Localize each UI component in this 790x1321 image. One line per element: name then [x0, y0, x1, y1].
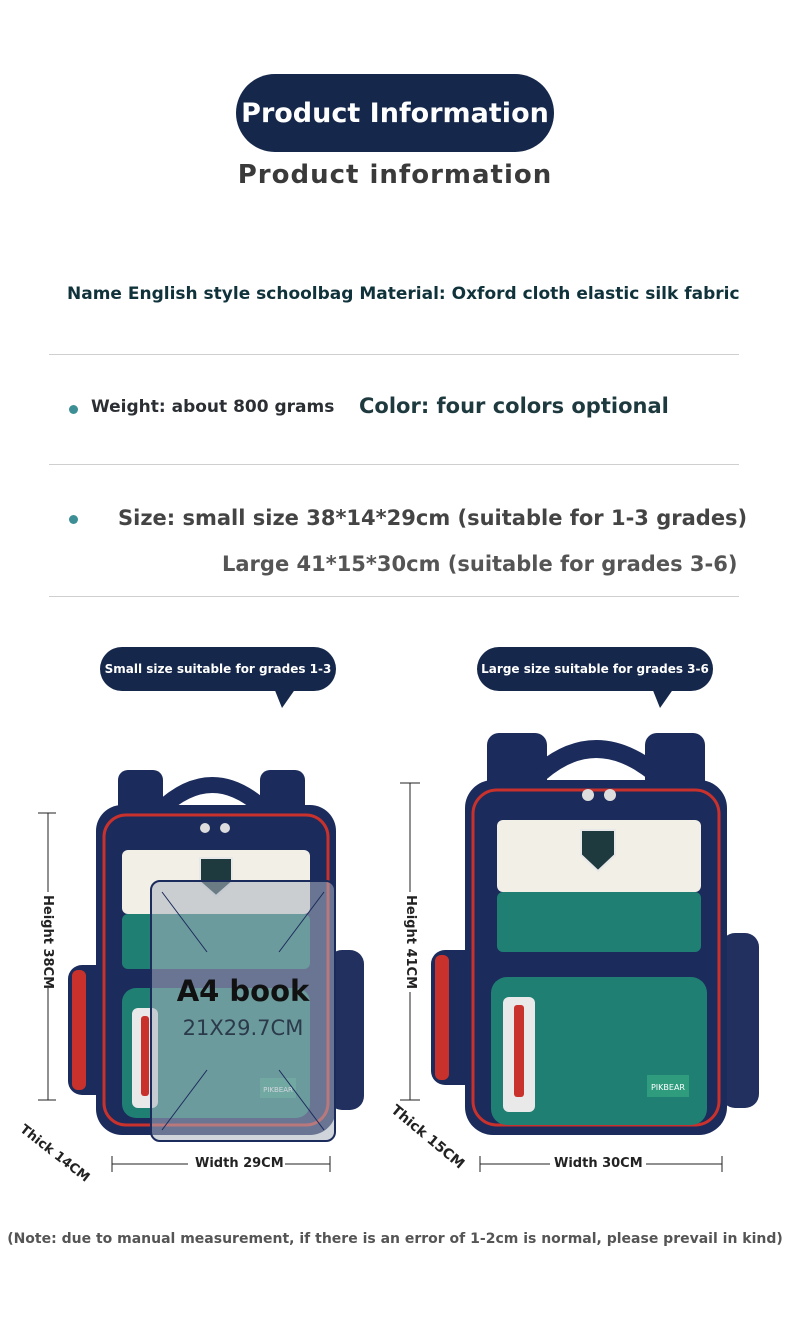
size-small-text: Size: small size 38*14*29cm (suitable for 1-3 grades)	[118, 506, 748, 530]
book-title: A4 book	[176, 974, 310, 1008]
color-text: Color: four colors optional	[359, 394, 669, 418]
book-diagonals	[152, 882, 334, 1140]
small-width-label: Width 29CM	[195, 1156, 284, 1171]
size-large-text: Large 41*15*30cm (suitable for grades 3-6)	[222, 552, 738, 576]
large-size-bubble	[477, 647, 713, 691]
book-size: 21X29.7CM	[182, 1016, 304, 1040]
small-bubble-text: Small size suitable for grades 1-3	[104, 662, 332, 676]
a4-book-overlay	[150, 880, 336, 1142]
divider-1	[49, 354, 739, 355]
large-brand-text: PIKBEAR	[650, 1083, 686, 1092]
divider-3	[49, 596, 739, 597]
large-backpack-illustration	[425, 725, 765, 1145]
bubble-tail-icon	[648, 688, 678, 710]
measurement-note: (Note: due to manual measurement, if there is an error of 1-2cm is normal, please prevail in kind)	[7, 1231, 783, 1247]
small-height-label: Height 38CM	[40, 895, 55, 990]
large-width-label: Width 30CM	[554, 1156, 643, 1171]
pill-title-text: Product Information	[241, 97, 549, 129]
small-thick-label: Thick 14CM	[16, 1122, 93, 1186]
divider-2	[49, 464, 739, 465]
large-bubble-text: Large size suitable for grades 3-6	[481, 662, 709, 676]
small-size-bubble	[100, 647, 336, 691]
name-material-line: Name English style schoolbag Material: Oxford cloth elastic silk fabric	[67, 284, 740, 304]
page-subtitle: Product information	[237, 160, 553, 190]
large-height-label: Height 41CM	[403, 895, 418, 990]
product-information-pill	[236, 74, 554, 152]
bullet-dot-icon	[69, 405, 78, 414]
bullet-dot-icon	[69, 515, 78, 524]
weight-text: Weight: about 800 grams	[91, 397, 335, 417]
large-thick-label: Thick 15CM	[387, 1102, 468, 1173]
bubble-tail-icon	[270, 688, 300, 710]
